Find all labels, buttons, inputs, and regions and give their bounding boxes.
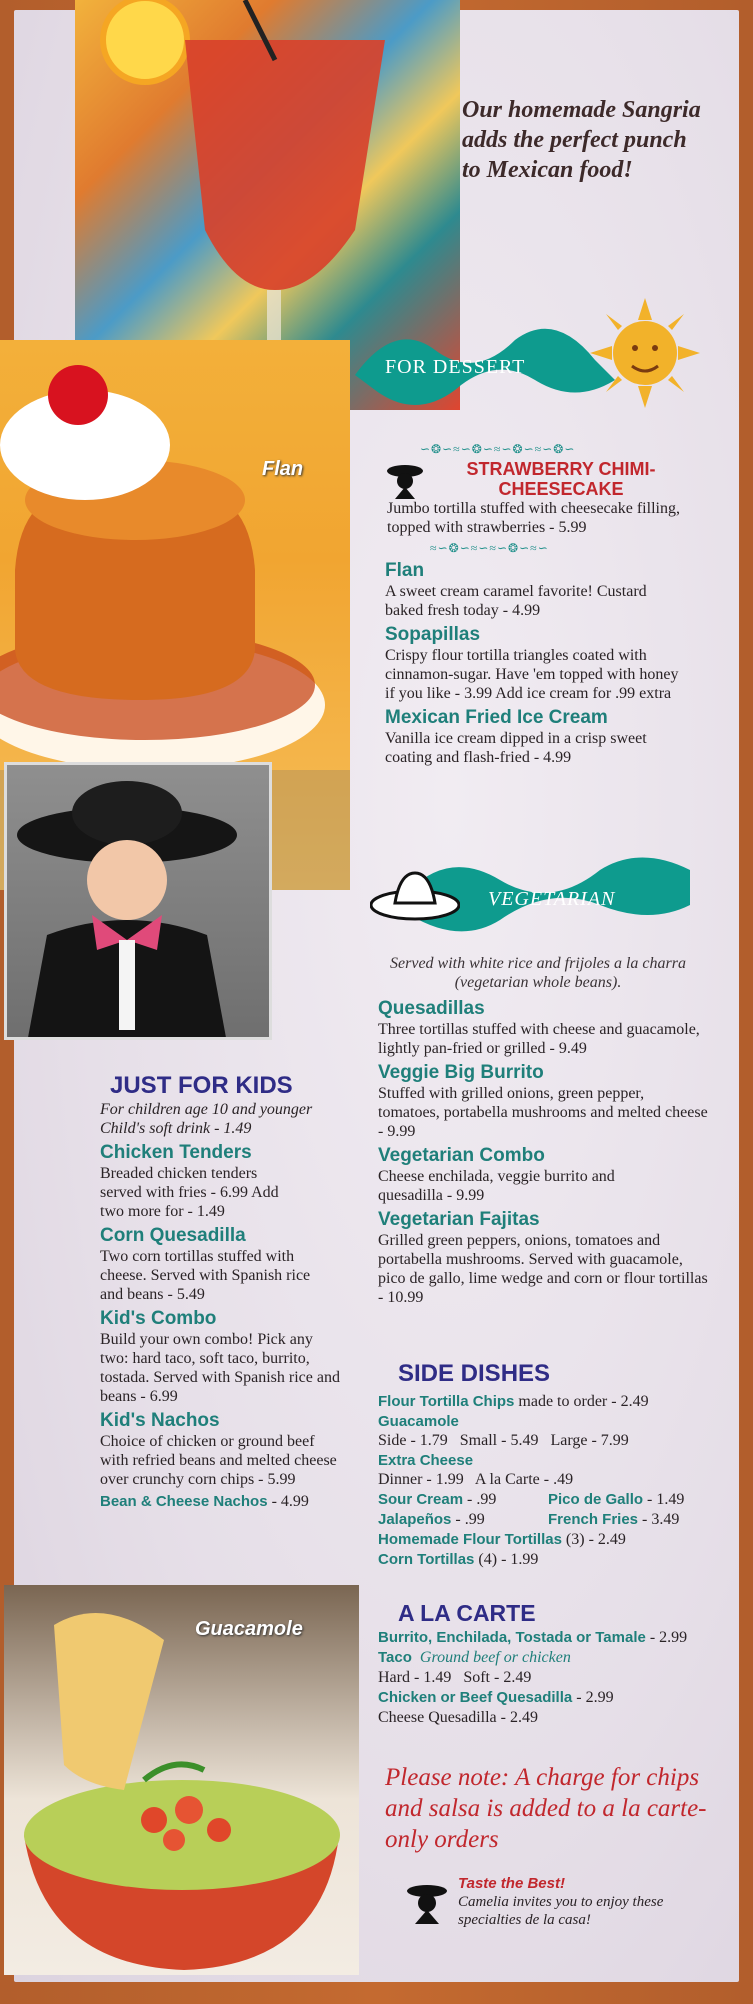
footer-text <box>458 1875 688 1929</box>
a-la-carte-title: A LA CARTE <box>398 1600 536 1626</box>
guacamole-photo <box>4 1585 359 1975</box>
vegetarian-note: Served with white rice and frijoles a la charra (vegetarian whole beans). <box>390 955 686 991</box>
a-la-carte-section <box>378 1600 728 1728</box>
fries-price: - 3.49 <box>638 1511 680 1528</box>
flour-tortillas-row <box>378 1530 718 1550</box>
cheese-quesadilla-row: Cheese Quesadilla - 2.49 <box>378 1709 538 1726</box>
guacamole-caption: Guacamole <box>195 1618 303 1640</box>
quesadilla-name: Chicken or Beef Quesadilla <box>378 1689 573 1706</box>
kid-mariachi-icon <box>7 765 272 1040</box>
extra-cheese-desc: Dinner - 1.99 A la Carte - .49 <box>378 1471 574 1488</box>
sopapillas-desc: Crispy flour tortilla triangles coated with cinnamon-sugar. Have 'em topped with honey if you like - 3.99 Add ice cream for .99 extra <box>385 647 679 702</box>
chips-name: Flour Tortilla Chips <box>378 1393 515 1410</box>
guacamole-desc: Side - 1.79 Small - 5.49 Large - 7.99 <box>378 1432 629 1449</box>
flan-title: Flan <box>385 560 425 581</box>
fries-name: French Fries <box>548 1511 639 1528</box>
footer <box>405 1875 715 1929</box>
corn-tortillas-row <box>378 1550 718 1570</box>
dessert-banner <box>355 320 705 410</box>
sour-cream-item <box>378 1490 548 1510</box>
sopapillas-title: Sopapillas <box>385 624 481 645</box>
side-dishes-title: SIDE DISHES <box>398 1360 551 1387</box>
vegetarian-combo-desc: Cheese enchilada, veggie burrito and quesadilla - 9.99 <box>378 1168 615 1204</box>
sour-pico-row <box>378 1490 718 1510</box>
sour-cream-name: Sour Cream <box>378 1491 464 1508</box>
jalapeno-item <box>378 1510 548 1530</box>
jalapeno-fries-row <box>378 1510 718 1530</box>
quesadilla-row <box>378 1688 728 1708</box>
corn-tortillas-price: (4) - 1.99 <box>474 1551 539 1568</box>
chips-notice: Please note: A charge for chips and salsa is added to a la carte-only orders <box>385 1764 707 1853</box>
kids-combo-title: Kid's Combo <box>100 1308 217 1329</box>
vegetarian-section <box>378 954 708 1307</box>
fries-item <box>548 1510 679 1530</box>
flour-tortillas-price: (3) - 2.49 <box>561 1531 626 1548</box>
corn-tortillas-name: Corn Tortillas <box>378 1551 475 1568</box>
intro-text: Our homemade Sangria adds the perfect punch to Mexican food! <box>462 97 701 183</box>
veggie-burrito-desc: Stuffed with grilled onions, green pepper, tomatoes, portabella mushrooms and melted cheese - 9.99 <box>378 1085 708 1140</box>
flan-caption: Flan <box>262 458 304 480</box>
chips-row <box>378 1392 718 1412</box>
taco-row <box>378 1648 728 1668</box>
taco-name: Taco <box>378 1649 412 1666</box>
fried-ice-cream-title: Mexican Fried Ice Cream <box>385 707 608 728</box>
kids-title: JUST FOR KIDS <box>110 1072 293 1099</box>
chips-desc: made to order - 2.49 <box>514 1393 649 1410</box>
pico-item <box>548 1490 684 1510</box>
guacamole-bowl-icon <box>4 1585 359 1975</box>
chicken-tenders-desc: Breaded chicken tenders served with fries - 6.99 Add two more for - 1.49 <box>100 1165 279 1220</box>
flan-desc: A sweet cream caramel favorite! Custard baked fresh today - 4.99 <box>385 583 647 619</box>
kids-nachos-title: Kid's Nachos <box>100 1410 220 1431</box>
vegetarian-fajitas-desc: Grilled green peppers, onions, tomatoes and portabella mushrooms. Served with guacamole, pico de gallo, lime wedge and corn or flour tortillas - 10.99 <box>378 1232 708 1306</box>
corn-quesadilla-title: Corn Quesadilla <box>100 1225 246 1246</box>
burrito-price: - 2.99 <box>645 1629 688 1646</box>
kids-nachos-desc: Choice of chicken or ground beef with refried beans and melted cheese over crunchy corn chips - 5.99 <box>100 1433 337 1488</box>
jalapeno-name: Jalapeños <box>378 1511 452 1528</box>
kid-photo <box>4 762 272 1040</box>
sombrero-icon <box>370 865 460 925</box>
vegetarian-combo-title: Vegetarian Combo <box>378 1145 545 1166</box>
quesadillas-title: Quesadillas <box>378 998 485 1019</box>
taco-desc: Hard - 1.49 Soft - 2.49 <box>378 1669 532 1686</box>
pico-price: - 1.49 <box>643 1491 685 1508</box>
sour-cream-price: - .99 <box>463 1491 497 1508</box>
bean-cheese-nachos-row <box>100 1492 370 1512</box>
mariachi-footer-icon <box>405 1879 450 1924</box>
vegetarian-banner <box>370 850 700 940</box>
footer-line: Camelia invites you to enjoy these specialties de la casa! <box>458 1894 664 1928</box>
ornament-divider-bottom: ≈∽❂∽≈∽≈∽❂∽≈∽ <box>430 541 549 555</box>
burrito-name: Burrito, Enchilada, Tostada or Tamale <box>378 1629 646 1646</box>
kids-note-drink: Child's soft drink - 1.49 <box>100 1120 252 1137</box>
side-dishes-section <box>378 1360 718 1570</box>
burrito-row <box>378 1628 728 1648</box>
taco-note: Ground beef or chicken <box>419 1649 571 1666</box>
chicken-tenders-title: Chicken Tenders <box>100 1142 252 1163</box>
vegetarian-banner-label: VEGETARIAN <box>488 888 616 910</box>
ornament-divider-top: ∽❂∽≈∽❂∽≈∽❂∽≈∽❂∽ <box>420 442 576 456</box>
cheesecake-title: STRAWBERRY CHIMI-CHEESECAKE <box>466 459 656 499</box>
flour-tortillas-name: Homemade Flour Tortillas <box>378 1531 562 1548</box>
kids-section <box>100 1072 370 1512</box>
cheesecake-desc: Jumbo tortilla stuffed with cheesecake filling, topped with strawberries - 5.99 <box>387 500 680 536</box>
extra-cheese-name: Extra Cheese <box>378 1452 474 1469</box>
dessert-section <box>385 442 705 767</box>
mariachi-icon <box>385 459 425 499</box>
bean-cheese-nachos-name: Bean & Cheese Nachos <box>100 1493 268 1510</box>
kids-combo-desc: Build your own combo! Pick any two: hard taco, soft taco, burrito, tostada. Served with Spanish rice and beans - 6.99 <box>100 1331 340 1405</box>
cheesecake-item <box>385 459 705 499</box>
sun-icon <box>590 298 700 408</box>
corn-quesadilla-desc: Two corn tortillas stuffed with cheese. Served with Spanish rice and beans - 5.49 <box>100 1248 311 1303</box>
jalapeno-price: - .99 <box>451 1511 485 1528</box>
veggie-burrito-title: Veggie Big Burrito <box>378 1062 544 1083</box>
bean-cheese-nachos-price: - 4.99 <box>267 1493 309 1510</box>
pico-name: Pico de Gallo <box>548 1491 644 1508</box>
kids-note-age: For children age 10 and younger <box>100 1101 313 1118</box>
guacamole-name: Guacamole <box>378 1413 459 1430</box>
vegetarian-fajitas-title: Vegetarian Fajitas <box>378 1209 540 1230</box>
fried-ice-cream-desc: Vanilla ice cream dipped in a crisp sweet coating and flash-fried - 4.99 <box>385 730 647 766</box>
quesadilla-price: - 2.99 <box>572 1689 614 1706</box>
footer-tag: Taste the Best! <box>458 1875 565 1892</box>
dessert-banner-label: FOR DESSERT <box>385 356 526 378</box>
quesadillas-desc: Three tortillas stuffed with cheese and guacamole, lightly pan-fried or grilled - 9.49 <box>378 1021 700 1057</box>
